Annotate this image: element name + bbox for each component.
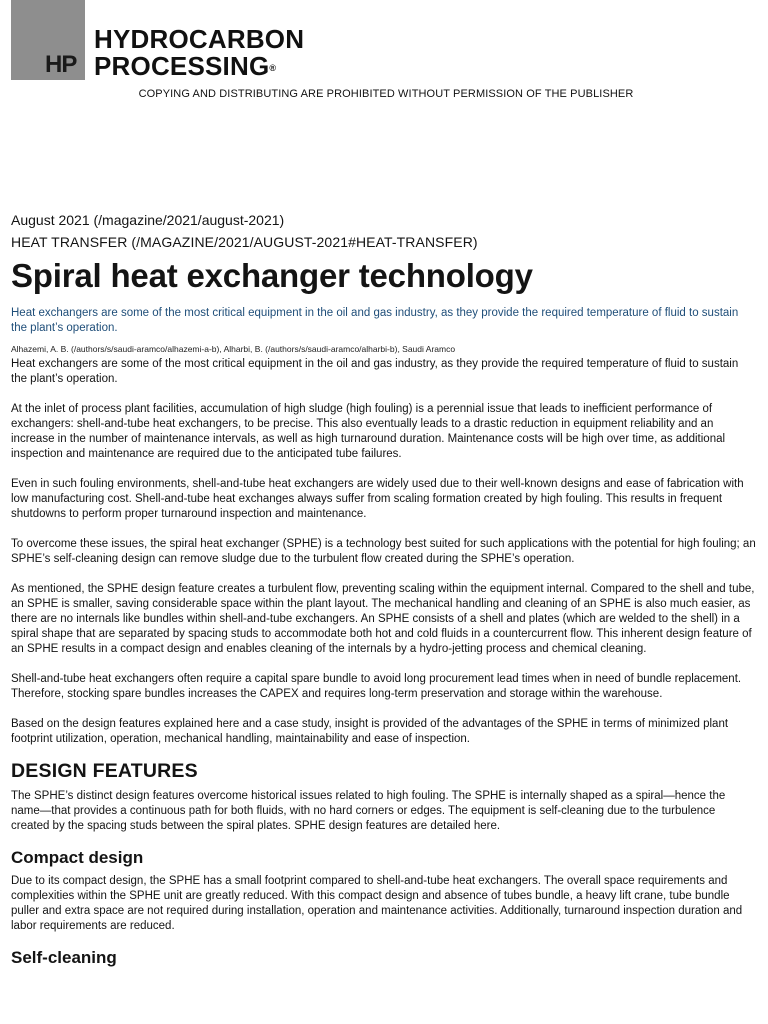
body-paragraph: At the inlet of process plant facilities, accumulation of high sludge (high fouling) is a perennial issue that leads to inefficient performance of exchangers: shell-and-tube heat exchangers, to be precise. This also eventually leads to a drastic reduction in equipment reliability and an increase in the number of maintenance intervals, as well as high turnaround duration. Maintenance costs will be high over time, as additional inspection and maintenance are required due to the anticipated tube failures. <box>11 403 726 460</box>
body-paragraph: As mentioned, the SPHE design feature creates a turbulent flow, preventing scaling within the equipment internal. Compared to the shell and tube, an SPHE is smaller, saving considerable space within the plant layout. The mechanical handling and cleaning of an SPHE is also much easier, as there are no internals like bundles within shell-and-tube exchangers. An SPHE consists of a shell and plates (which are welded to the shell) in a spiral shape that are separated by spacing studs to accommodate both hot and cold fluids in a countercurrent flow. This inherent design feature of an SPHE results in a compact design and enables cleaning of the internals by a hydro-jetting process and chemical cleaning. <box>11 583 755 655</box>
copyright-notice-text: COPYING AND DISTRIBUTING ARE PROHIBITED WITHOUT PERMISSION OF THE PUBLISHER <box>138 88 634 100</box>
compact-design-paragraph: Due to its compact design, the SPHE has a small footprint compared to shell-and-tube heat exchangers. The overall space requirements and complexities within the SPHE unit are greatly reduced. With this compact design and absence of tubes bundle, a heavy lift crane, tube bundle puller and extra space are not required during installation, operation and maintenance activities. Additionally, turnaround inspection duration and labor requirements are reduced. <box>11 875 743 932</box>
issue-date-link[interactable]: August 2021 (/magazine/2021/august-2021) <box>11 212 285 228</box>
body-paragraph: Based on the design features explained here and a case study, insight is provided of the advantages of the SPHE in terms of minimized plant footprint utilization, operation, mechanical handling, maintainability and ease of inspection. <box>11 718 729 745</box>
article-title: Spiral heat exchanger technology <box>11 257 533 294</box>
publisher-wordmark <box>94 26 304 80</box>
compact-design-heading: Compact design <box>11 848 144 867</box>
brand-line-1: HYDROCARBON <box>94 24 305 54</box>
hp-logo-mark: HP <box>45 51 77 78</box>
article-lead: Heat exchangers are some of the most critical equipment in the oil and gas industry, as they provide the required temperature of fluid to sustain the plant’s operation. <box>11 307 739 334</box>
brand-line-2 <box>94 53 304 80</box>
design-features-heading: DESIGN FEATURES <box>11 760 198 782</box>
body-paragraph: Heat exchangers are some of the most critical equipment in the oil and gas industry, as they provide the required temperature of fluid to sustain the plant’s operation. <box>11 358 739 385</box>
trademark-symbol: ® <box>269 63 277 73</box>
article-authors[interactable]: Alhazemi, A. B. (/authors/s/saudi-aramco/alhazemi-a-b), Alharbi, B. (/authors/s/saudi-aramco/alharbi-b), Saudi Aramco <box>11 344 456 354</box>
article <box>11 210 756 974</box>
design-features-paragraph: The SPHE’s distinct design features overcome historical issues related to high fouling. The SPHE is internally shaped as a spiral—hence the name—that provides a continuous path for both fluids, with no hard corners or edges. The equipment is self-cleaning due to the turbulence created by the spacing studs between the spiral plates. SPHE design features are detailed here. <box>11 790 726 832</box>
body-paragraph: To overcome these issues, the spiral heat exchanger (SPHE) is a technology best suited for such applications with the potential for high fouling; an SPHE’s self-cleaning design can remove sludge due to the turbulent flow created during the SPHE’s operation. <box>11 538 756 565</box>
body-paragraph: Shell-and-tube heat exchangers often require a capital spare bundle to avoid long procurement lead times when in need of bundle replacement. Therefore, stocking spare bundles increases the CAPEX and requires long-term preservation and storage within the warehouse. <box>11 673 742 700</box>
body-paragraph: Even in such fouling environments, shell-and-tube heat exchangers are widely used due to their well-known designs and ease of fabrication with low manufacturing cost. Shell-and-tube heat exchanges always suffer from scaling formation created by high fouling. This results in frequent shutdowns to perform proper turnaround inspection and maintenance. <box>11 478 744 520</box>
copyright-notice <box>0 88 768 100</box>
section-link[interactable]: HEAT TRANSFER (/MAGAZINE/2021/AUGUST-2021#HEAT-TRANSFER) <box>11 234 478 250</box>
brand-line-2-text: PROCESSING <box>94 51 270 81</box>
self-cleaning-heading: Self-cleaning <box>11 948 117 967</box>
